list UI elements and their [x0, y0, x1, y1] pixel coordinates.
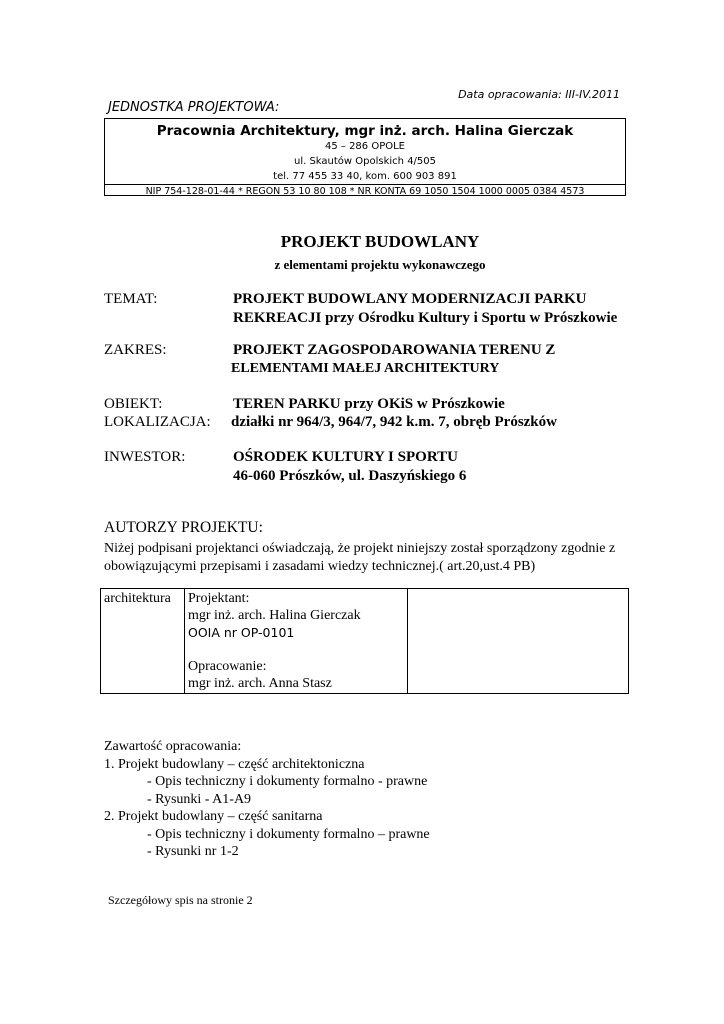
lokalizacja-value: działki nr 964/3, 964/7, 942 k.m. 7, obręb Prószków: [231, 414, 557, 430]
inwestor-label: INWESTOR:: [104, 449, 186, 465]
inwestor-value-line1: OŚRODEK KULTURY I SPORTU: [233, 449, 458, 465]
zakres-value-line2: ELEMENTAMI MAŁEJ ARCHITEKTURY: [231, 361, 500, 376]
signature-cell: [408, 589, 629, 694]
document-date: Data opracowania: III-IV.2011: [458, 88, 620, 101]
authors-heading: AUTORZY PROJEKTU:: [104, 519, 263, 536]
drafter-name: mgr inż. arch. Anna Stasz: [188, 676, 332, 691]
list-item: 2. Projekt budowlany – część sanitarna: [104, 809, 323, 824]
designer-role: Projektant:: [188, 591, 250, 606]
temat-label: TEMAT:: [104, 291, 158, 307]
firm-street: ul. Skautów Opolskich 4/505: [293, 156, 437, 167]
firm-registry: NIP 754-128-01-44 * REGON 53 10 80 108 * NR KONTA 69 1050 1504 1000 0005 0384 4573: [145, 186, 585, 197]
contents-heading: Zawartość opracowania:: [104, 739, 242, 754]
footnote: Szczegółowy spis na stronie 2: [108, 893, 253, 907]
discipline-cell: architektura: [101, 589, 185, 694]
authors-statement: Niżej podpisani projektanci oświadczają, że projekt niniejszy został sporządzony zgodnie z obowiązującymi przepisami i zasadami wiedzy technicznej.( art.20,ust.4 PB): [104, 541, 616, 574]
document-subtitle: z elementami projektu wykonawczego: [274, 257, 486, 272]
authors-table: [100, 588, 629, 694]
list-item: - Rysunki nr 1-2: [147, 844, 239, 859]
table-row: [101, 589, 629, 694]
temat-value-line2: REKREACJI przy Ośrodku Kultury i Sportu w Prószkowie: [233, 310, 618, 326]
firm-postal: 45 – 286 OPOLE: [324, 141, 405, 152]
drafter-role: Opracowanie:: [188, 659, 267, 674]
list-item: - Opis techniczny i dokumenty formalno – prawne: [147, 826, 430, 842]
firm-name: Pracownia Architektury, mgr inż. arch. Halina Gierczak: [156, 123, 574, 139]
temat-value-line1: PROJEKT BUDOWLANY MODERNIZACJI PARKU: [233, 291, 587, 307]
inwestor-value-line2: 46-060 Prószków, ul. Daszyńskiego 6: [233, 468, 467, 484]
designer-cell: [185, 589, 408, 694]
contents-list: [104, 738, 430, 861]
firm-phones: tel. 77 455 33 40, kom. 600 903 891: [273, 171, 457, 182]
designer-name: mgr inż. arch. Halina Gierczak: [188, 608, 361, 623]
document-title: PROJEKT BUDOWLANY: [280, 232, 480, 251]
zakres-value-line1: PROJEKT ZAGOSPODAROWANIA TERENU Z: [233, 342, 556, 358]
firm-info-box: [104, 118, 626, 196]
obiekt-value: TEREN PARKU przy OKiS w Prószkowie: [233, 396, 505, 412]
obiekt-label: OBIEKT:: [104, 396, 163, 412]
list-item: - Opis techniczny i dokumenty formalno - prawne: [147, 774, 428, 789]
zakres-label: ZAKRES:: [104, 342, 167, 358]
lokalizacja-label: LOKALIZACJA:: [104, 414, 211, 430]
design-unit-label: JEDNOSTKA PROJEKTOWA:: [108, 100, 280, 115]
list-item: - Rysunki - A1-A9: [147, 791, 252, 807]
list-item: 1. Projekt budowlany – część architektoniczna: [104, 756, 365, 772]
designer-license: OOIA nr OP-0101: [188, 625, 295, 640]
